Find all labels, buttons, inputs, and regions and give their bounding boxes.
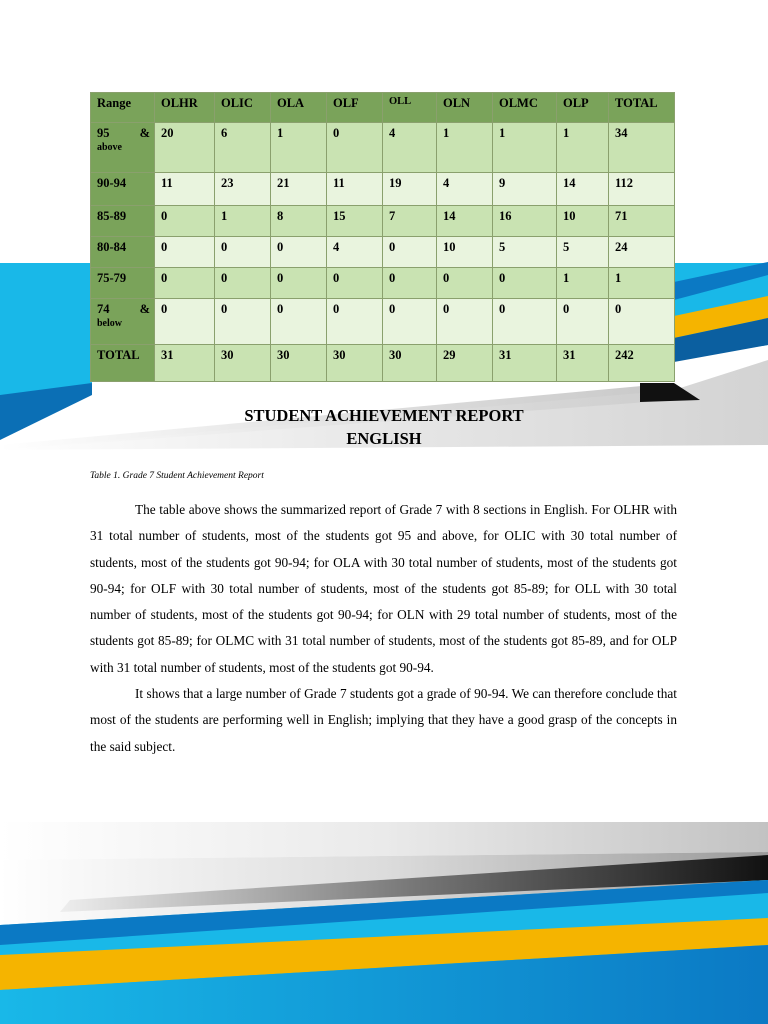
table-cell: 4 — [383, 123, 437, 173]
header-oll: OLL — [383, 93, 437, 123]
table-row — [91, 123, 675, 173]
table-cell: 20 — [155, 123, 215, 173]
header-oln: OLN — [437, 93, 493, 123]
table-cell: 34 — [609, 123, 675, 173]
table-cell: 1 — [557, 123, 609, 173]
table-cell: 0 — [271, 299, 327, 345]
table-cell: 242 — [609, 345, 675, 382]
achievement-table — [90, 92, 675, 382]
table-cell: 4 — [437, 173, 493, 206]
table-cell: 30 — [271, 345, 327, 382]
table-cell: 30 — [327, 345, 383, 382]
table-cell: 0 — [155, 206, 215, 237]
table-cell: 1 — [609, 268, 675, 299]
table-cell: 0 — [609, 299, 675, 345]
table-cell: 31 — [155, 345, 215, 382]
table-cell: 0 — [155, 299, 215, 345]
range-cell: 85-89 — [91, 206, 155, 237]
table-cell: 7 — [383, 206, 437, 237]
table-cell: 29 — [437, 345, 493, 382]
table-row — [91, 206, 675, 237]
table-cell: 5 — [557, 237, 609, 268]
paragraph: It shows that a large number of Grade 7 students got a grade of 90-94. We can therefore conclude that most of the students are performing well in English; implying that they have a good grasp of the concepts in the said subject. — [90, 686, 677, 754]
report-title-line1: STUDENT ACHIEVEMENT REPORT — [244, 406, 524, 425]
table-cell: 30 — [215, 345, 271, 382]
table-cell: 0 — [155, 268, 215, 299]
table-cell: 1 — [437, 123, 493, 173]
header-range: Range — [91, 93, 155, 123]
table-cell: 0 — [327, 299, 383, 345]
table-cell: 0 — [327, 268, 383, 299]
table-cell: 10 — [557, 206, 609, 237]
header-olic: OLIC — [215, 93, 271, 123]
table-caption: Table 1. Grade 7 Student Achievement Report — [90, 471, 264, 481]
range-cell: 90-94 — [91, 173, 155, 206]
table-cell: 14 — [437, 206, 493, 237]
range-cell: 74 & below — [91, 299, 155, 345]
table-cell: 11 — [155, 173, 215, 206]
body-text — [90, 497, 677, 760]
header-olmc: OLMC — [493, 93, 557, 123]
table-cell: 15 — [327, 206, 383, 237]
table-cell: 14 — [557, 173, 609, 206]
table-cell: 8 — [271, 206, 327, 237]
range-cell: 80-84 — [91, 237, 155, 268]
table-cell: 0 — [215, 237, 271, 268]
report-title-line2: ENGLISH — [346, 429, 422, 448]
table-cell: 31 — [557, 345, 609, 382]
table-cell: 0 — [437, 299, 493, 345]
table-cell: 1 — [271, 123, 327, 173]
table-cell: 0 — [383, 299, 437, 345]
range-cell: 75-79 — [91, 268, 155, 299]
table-cell: 0 — [215, 299, 271, 345]
report-title — [0, 404, 768, 450]
table-cell: 31 — [493, 345, 557, 382]
table-cell: 1 — [215, 206, 271, 237]
table-cell: 1 — [557, 268, 609, 299]
table-cell: 0 — [557, 299, 609, 345]
table-cell: 1 — [493, 123, 557, 173]
table-cell: 10 — [437, 237, 493, 268]
table-cell: 21 — [271, 173, 327, 206]
table-cell: 0 — [437, 268, 493, 299]
header-olf: OLF — [327, 93, 383, 123]
table-cell: 112 — [609, 173, 675, 206]
table-cell: 0 — [271, 268, 327, 299]
table-cell: 71 — [609, 206, 675, 237]
table-cell: 5 — [493, 237, 557, 268]
table-cell: 0 — [215, 268, 271, 299]
table-cell: 23 — [215, 173, 271, 206]
header-olp: OLP — [557, 93, 609, 123]
range-cell: 95 & above — [91, 123, 155, 173]
header-olhr: OLHR — [155, 93, 215, 123]
table-cell: 16 — [493, 206, 557, 237]
table-cell: 19 — [383, 173, 437, 206]
table-cell: 9 — [493, 173, 557, 206]
table-cell: 0 — [327, 123, 383, 173]
table-row — [91, 268, 675, 299]
table-cell: 24 — [609, 237, 675, 268]
table-cell: 0 — [383, 268, 437, 299]
table-row — [91, 173, 675, 206]
header-ola: OLA — [271, 93, 327, 123]
table-cell: 0 — [493, 268, 557, 299]
table-cell: 30 — [383, 345, 437, 382]
table-cell: 0 — [383, 237, 437, 268]
table-header-row — [91, 93, 675, 123]
table-cell: 0 — [271, 237, 327, 268]
table-row — [91, 299, 675, 345]
table-cell: 0 — [155, 237, 215, 268]
table-cell: 0 — [493, 299, 557, 345]
table-cell: 11 — [327, 173, 383, 206]
header-total: TOTAL — [609, 93, 675, 123]
range-cell-total: TOTAL — [91, 345, 155, 382]
table-cell: 6 — [215, 123, 271, 173]
table-total-row — [91, 345, 675, 382]
table-cell: 4 — [327, 237, 383, 268]
table-row — [91, 237, 675, 268]
paragraph: The table above shows the summarized report of Grade 7 with 8 sections in English. For OLHR with 31 total number of students, most of the students got 95 and above, for OLIC with 30 total number of students, most of the students got 90-94; for OLA with 30 total number of students, most of the students got 90-94; for OLF with 30 total number of students, most of the students got 85-89; for OLL with 30 total number of students, most of the students got 90-94; for OLN with 29 total number of students, most of the students got 85-89; for OLMC with 31 total number of students, most of the students got 85-89, and for OLP with 31 total number of students, most of the students got 90-94. — [90, 502, 677, 675]
